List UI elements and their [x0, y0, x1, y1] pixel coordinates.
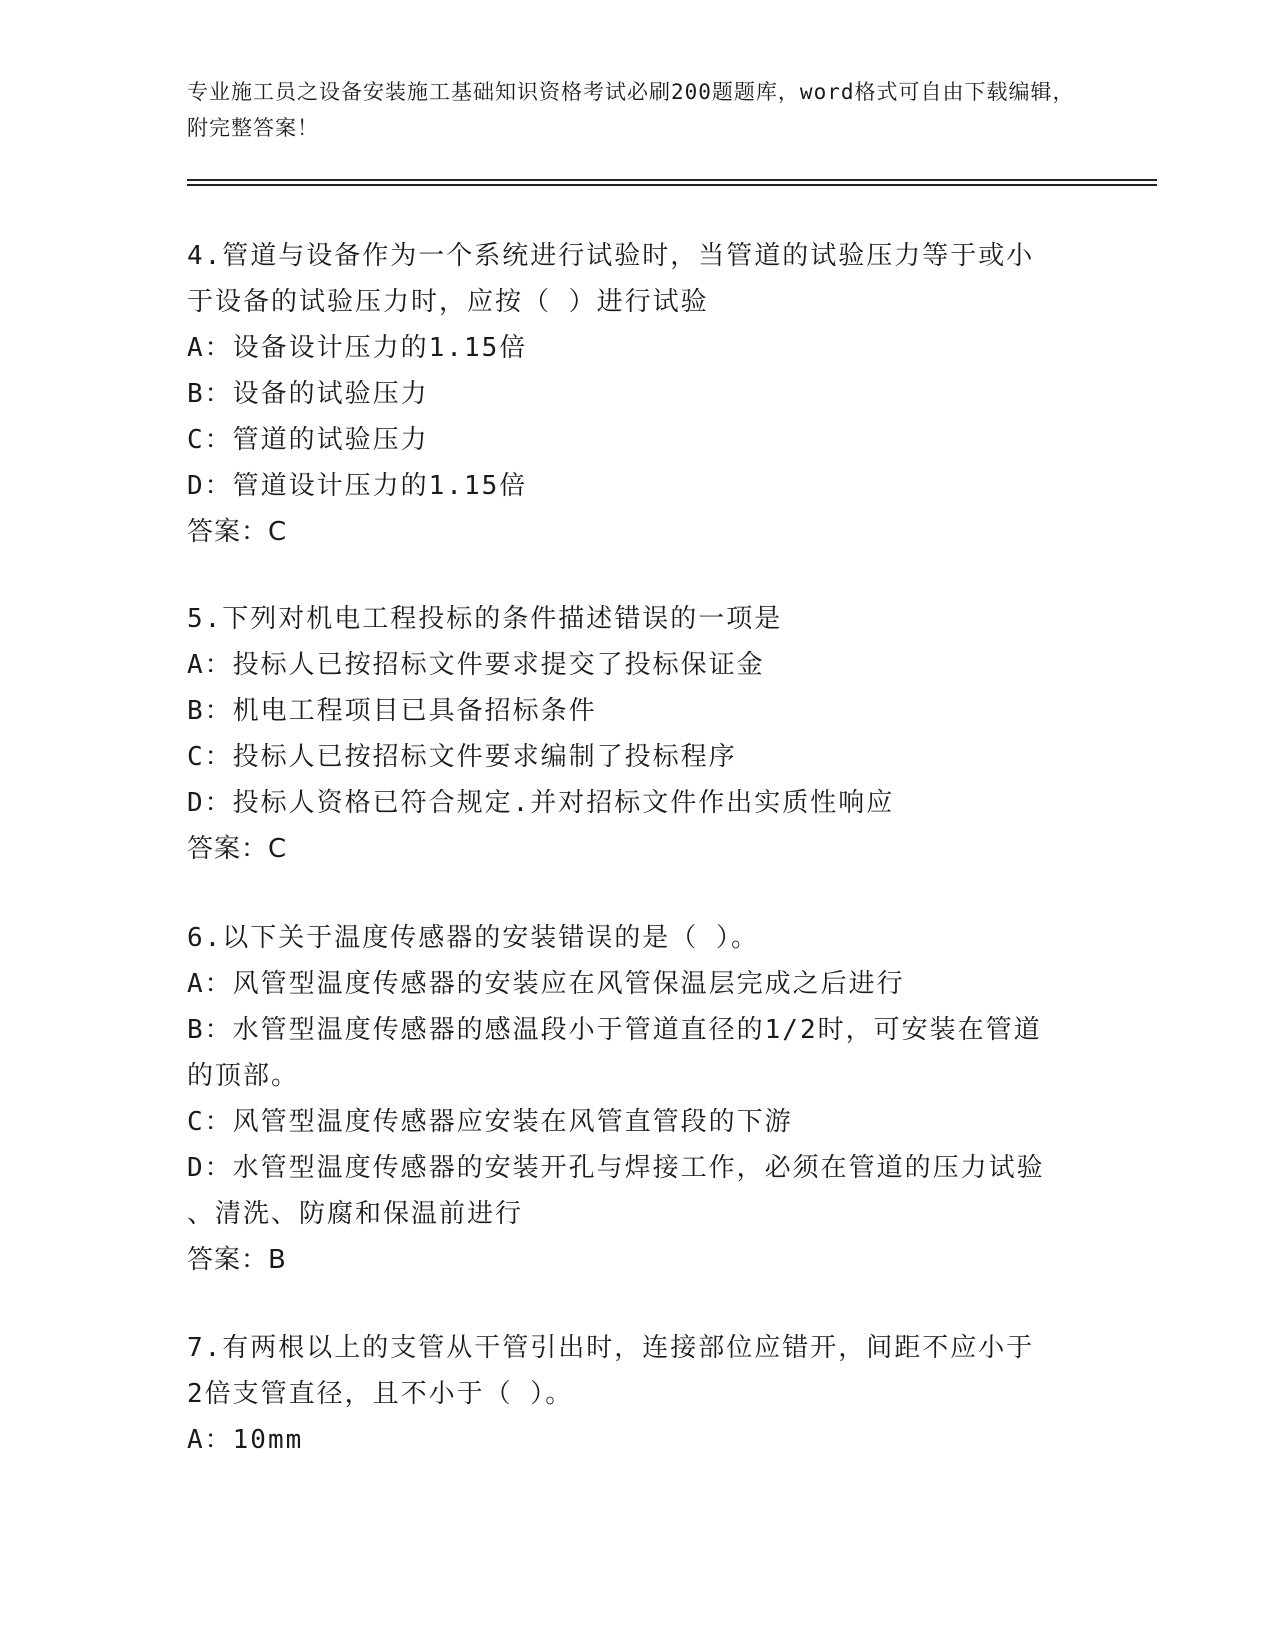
header-divider-bottom [187, 184, 1157, 186]
question-6 [187, 915, 1087, 1283]
question-stem-line: 6.以下关于温度传感器的安装错误的是（ ）。 [187, 923, 759, 953]
answer-line: 答案：B [187, 1245, 287, 1275]
option-a: A：设备设计压力的1.15倍 [187, 333, 528, 363]
question-7 [187, 1325, 1087, 1463]
option-c: C：管道的试验压力 [187, 425, 429, 455]
question-stem-line: 2倍支管直径，且不小于（ ）。 [187, 1379, 574, 1409]
option-d: D：投标人资格已符合规定.并对招标文件作出实质性响应 [187, 788, 895, 818]
question-4 [187, 233, 1087, 555]
question-5 [187, 596, 1087, 872]
answer-line: 答案：C [187, 517, 288, 547]
option-d: D：管道设计压力的1.15倍 [187, 471, 528, 501]
option-b: B：机电工程项目已具备招标条件 [187, 696, 597, 726]
document-header: 专业施工员之设备安装施工基础知识资格考试必刷200题题库，word格式可自由下载编辑，附完整答案！ [187, 80, 1075, 140]
option-a: A：10mm [187, 1425, 304, 1455]
option-b-continued: 的顶部。 [187, 1061, 300, 1091]
answer-line: 答案：C [187, 834, 288, 864]
option-b: B：水管型温度传感器的感温段小于管道直径的1/2时，可安装在管道 [187, 1015, 1042, 1045]
option-c: C：投标人已按招标文件要求编制了投标程序 [187, 742, 737, 772]
question-stem-line: 5.下列对机电工程投标的条件描述错误的一项是 [187, 604, 783, 634]
option-d-continued: 、清洗、防腐和保温前进行 [187, 1199, 524, 1229]
question-stem-line: 于设备的试验压力时，应按（ ）进行试验 [187, 287, 709, 317]
option-a: A：投标人已按招标文件要求提交了投标保证金 [187, 650, 765, 680]
option-c: C：风管型温度传感器应安装在风管直管段的下游 [187, 1107, 793, 1137]
option-a: A：风管型温度传感器的安装应在风管保温层完成之后进行 [187, 969, 905, 999]
header-divider-top [187, 179, 1157, 181]
option-d: D：水管型温度传感器的安装开孔与焊接工作，必须在管道的压力试验 [187, 1153, 1045, 1183]
question-stem-line: 4.管道与设备作为一个系统进行试验时，当管道的试验压力等于或小 [187, 241, 1035, 271]
option-b: B：设备的试验压力 [187, 379, 429, 409]
question-stem-line: 7.有两根以上的支管从干管引出时，连接部位应错开，间距不应小于 [187, 1333, 1035, 1363]
